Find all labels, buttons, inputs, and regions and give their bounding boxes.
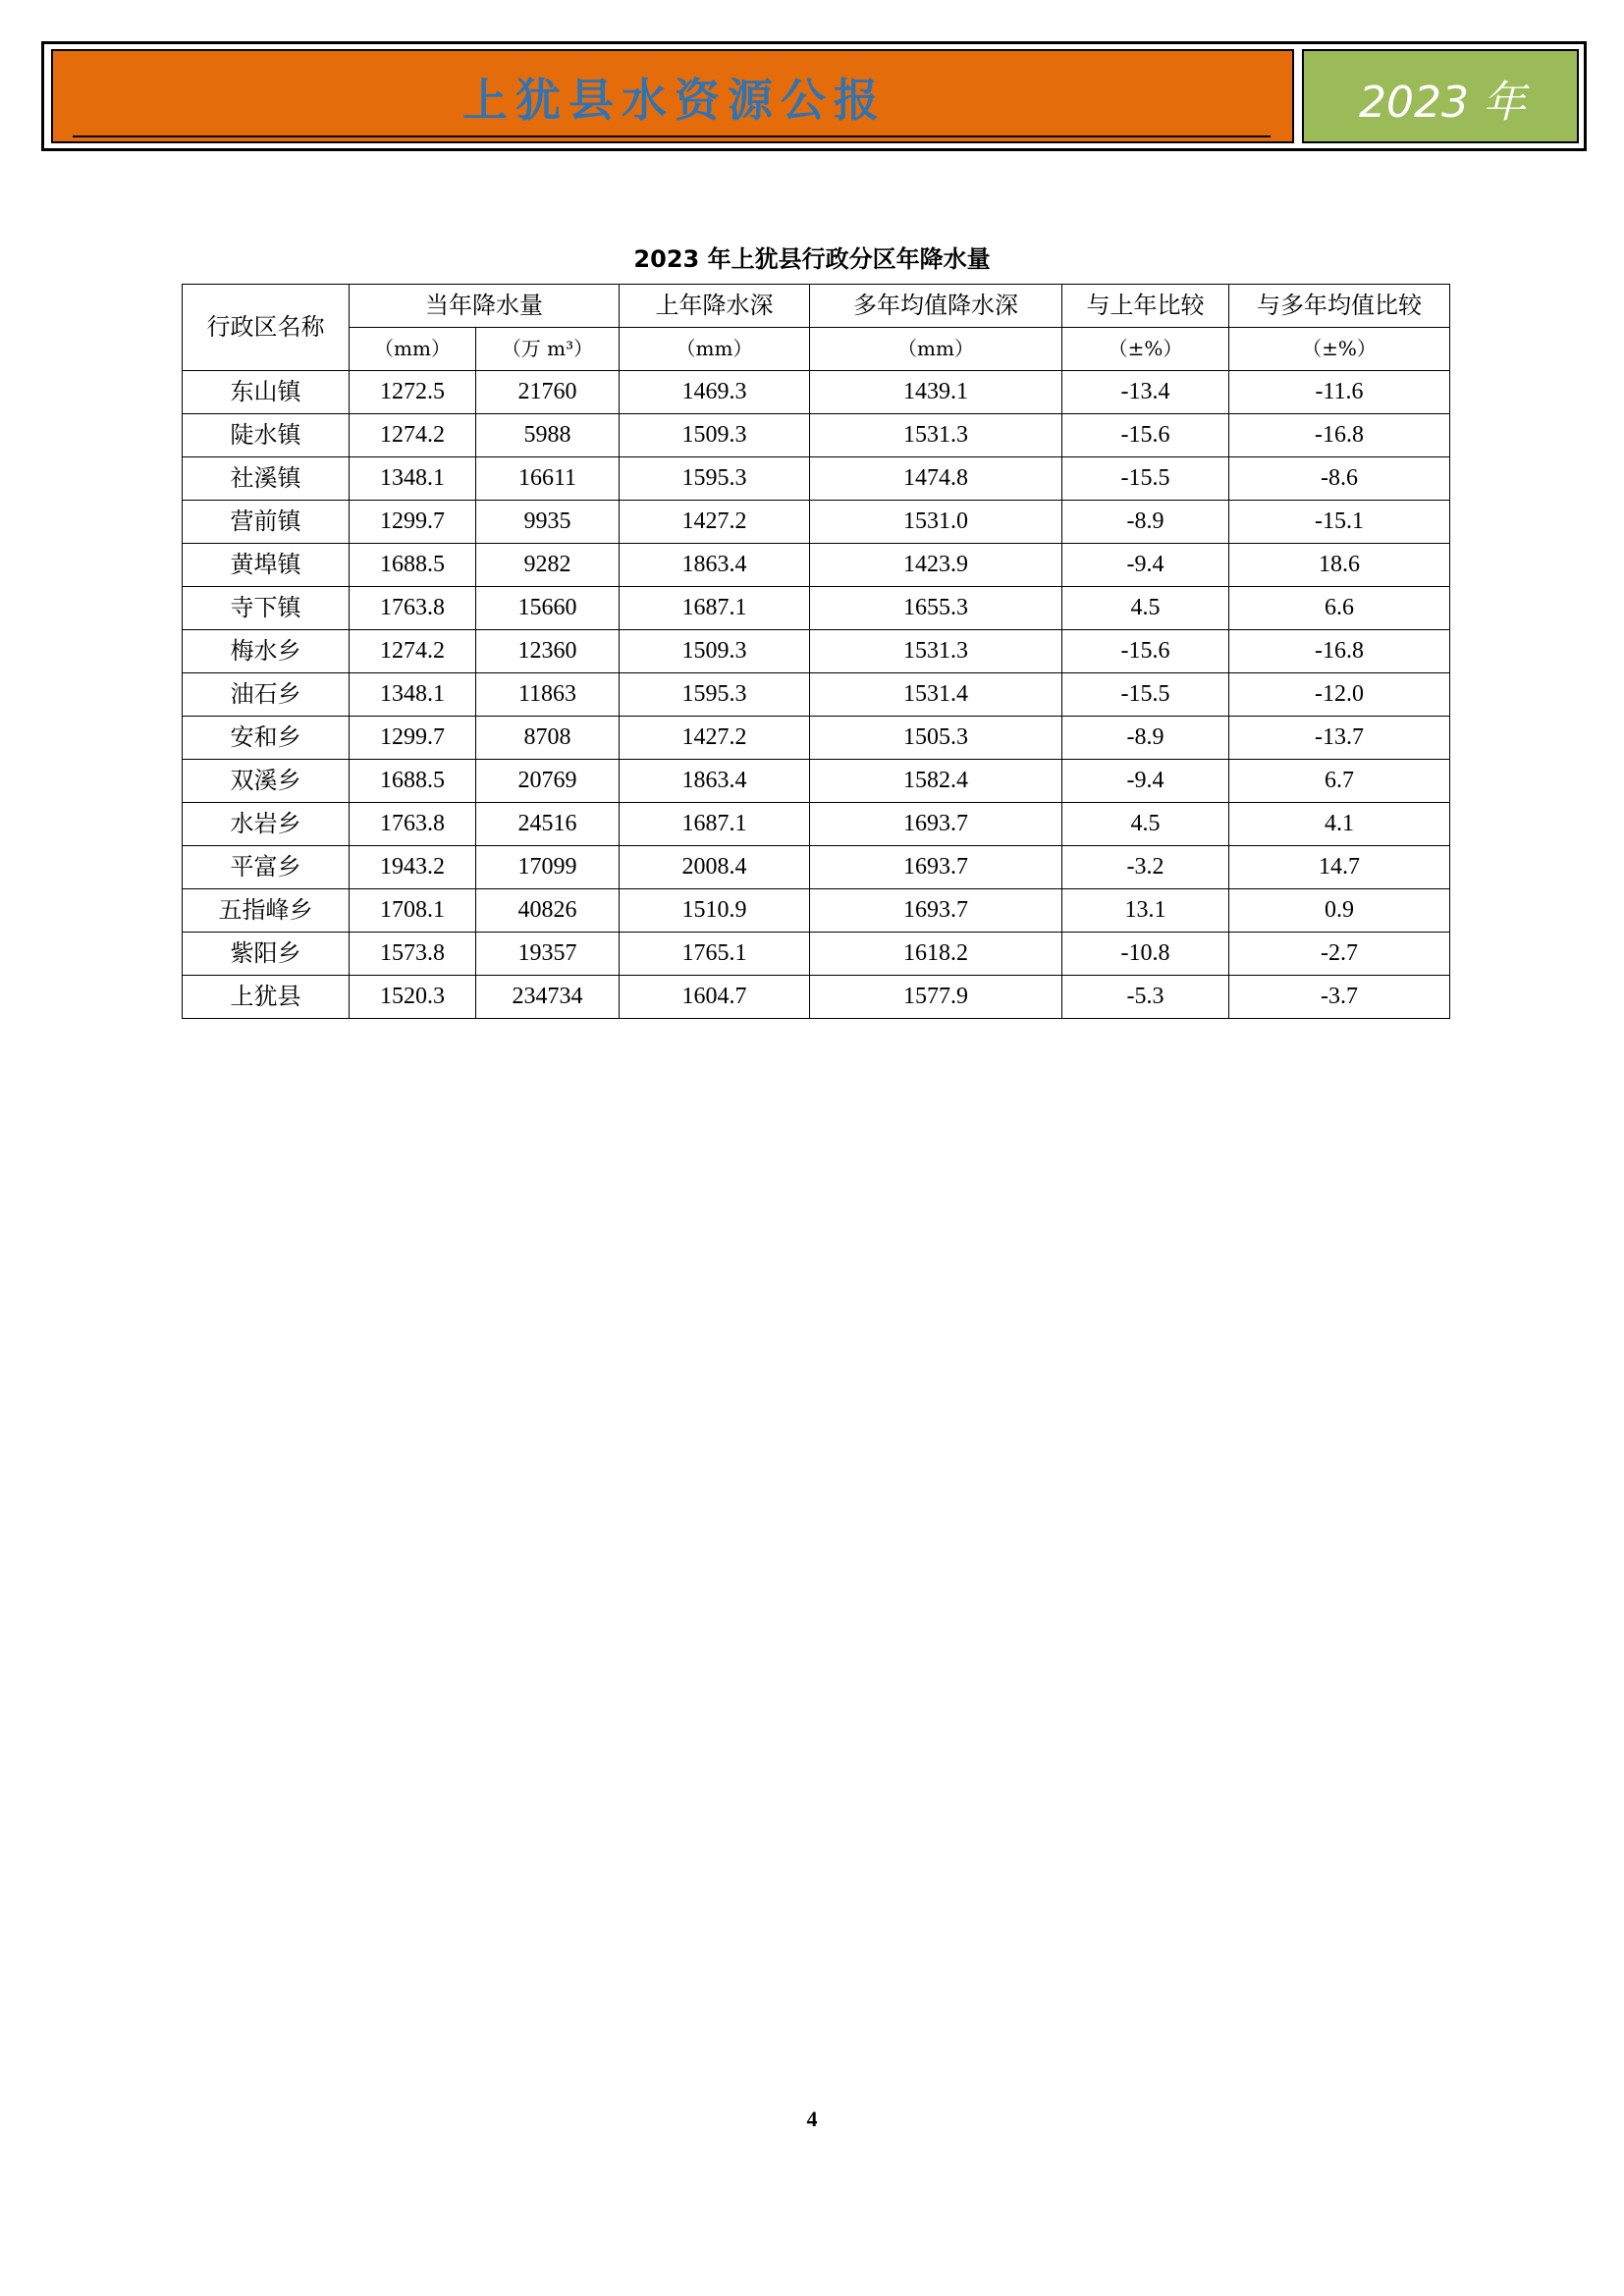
header-underline (73, 135, 1271, 137)
cell-vs-last-year: -15.5 (1062, 673, 1229, 717)
cell-vs-last-year: -15.6 (1062, 414, 1229, 457)
cell-region-name: 双溪乡 (183, 760, 350, 803)
header-current-precip: 当年降水量 (350, 285, 620, 328)
cell-vs-avg: 4.1 (1229, 803, 1450, 846)
cell-region-name: 平富乡 (183, 846, 350, 889)
cell-current-volume: 5988 (476, 414, 620, 457)
cell-vs-last-year: -3.2 (1062, 846, 1229, 889)
cell-current-mm: 1299.7 (350, 501, 476, 544)
cell-region-name: 上犹县 (183, 976, 350, 1019)
unit-vs-avg-pct: （±%） (1229, 328, 1450, 371)
precipitation-table (182, 284, 1450, 1019)
cell-vs-last-year: 13.1 (1062, 889, 1229, 933)
header-vs-last-year: 与上年比较 (1062, 285, 1229, 328)
header-vs-avg: 与多年均值比较 (1229, 285, 1450, 328)
header-last-year-depth: 上年降水深 (620, 285, 810, 328)
cell-last-year-mm: 1427.2 (620, 717, 810, 760)
unit-current-volume: （万 m³） (476, 328, 620, 371)
cell-avg-mm: 1439.1 (810, 371, 1062, 414)
cell-region-name: 梅水乡 (183, 630, 350, 673)
cell-vs-avg: -13.7 (1229, 717, 1450, 760)
cell-vs-last-year: -5.3 (1062, 976, 1229, 1019)
cell-avg-mm: 1693.7 (810, 803, 1062, 846)
cell-last-year-mm: 1765.1 (620, 933, 810, 976)
cell-current-volume: 9282 (476, 544, 620, 587)
cell-avg-mm: 1618.2 (810, 933, 1062, 976)
unit-avg-mm: （mm） (810, 328, 1062, 371)
cell-vs-last-year: -15.5 (1062, 457, 1229, 501)
cell-vs-last-year: -10.8 (1062, 933, 1229, 976)
cell-vs-last-year: -8.9 (1062, 717, 1229, 760)
header-title-panel (51, 49, 1294, 143)
cell-current-mm: 1763.8 (350, 803, 476, 846)
cell-current-mm: 1708.1 (350, 889, 476, 933)
table-row (183, 717, 1450, 760)
header-year-panel (1302, 49, 1579, 143)
unit-current-mm: （mm） (350, 328, 476, 371)
cell-region-name: 油石乡 (183, 673, 350, 717)
cell-vs-avg: 0.9 (1229, 889, 1450, 933)
table-row (183, 976, 1450, 1019)
cell-avg-mm: 1531.3 (810, 630, 1062, 673)
cell-region-name: 东山镇 (183, 371, 350, 414)
table-row (183, 673, 1450, 717)
cell-current-volume: 9935 (476, 501, 620, 544)
cell-current-mm: 1299.7 (350, 717, 476, 760)
cell-vs-last-year: -9.4 (1062, 544, 1229, 587)
cell-current-volume: 16611 (476, 457, 620, 501)
cell-last-year-mm: 2008.4 (620, 846, 810, 889)
cell-vs-last-year: 4.5 (1062, 587, 1229, 630)
cell-avg-mm: 1474.8 (810, 457, 1062, 501)
cell-last-year-mm: 1510.9 (620, 889, 810, 933)
cell-current-volume: 12360 (476, 630, 620, 673)
table-row (183, 457, 1450, 501)
cell-vs-avg: 14.7 (1229, 846, 1450, 889)
cell-avg-mm: 1423.9 (810, 544, 1062, 587)
cell-current-mm: 1573.8 (350, 933, 476, 976)
cell-region-name: 社溪镇 (183, 457, 350, 501)
cell-vs-last-year: -8.9 (1062, 501, 1229, 544)
table-row (183, 803, 1450, 846)
cell-current-volume: 19357 (476, 933, 620, 976)
cell-vs-last-year: -13.4 (1062, 371, 1229, 414)
cell-avg-mm: 1577.9 (810, 976, 1062, 1019)
cell-last-year-mm: 1863.4 (620, 544, 810, 587)
cell-avg-mm: 1582.4 (810, 760, 1062, 803)
cell-vs-avg: -16.8 (1229, 630, 1450, 673)
cell-last-year-mm: 1687.1 (620, 587, 810, 630)
cell-avg-mm: 1693.7 (810, 889, 1062, 933)
cell-current-volume: 21760 (476, 371, 620, 414)
cell-vs-avg: 6.6 (1229, 587, 1450, 630)
table-row (183, 371, 1450, 414)
table-row (183, 760, 1450, 803)
cell-region-name: 安和乡 (183, 717, 350, 760)
cell-current-mm: 1348.1 (350, 457, 476, 501)
cell-last-year-mm: 1604.7 (620, 976, 810, 1019)
cell-vs-last-year: -9.4 (1062, 760, 1229, 803)
cell-current-mm: 1520.3 (350, 976, 476, 1019)
unit-last-year-mm: （mm） (620, 328, 810, 371)
table-row (183, 889, 1450, 933)
header-avg-depth: 多年均值降水深 (810, 285, 1062, 328)
cell-current-mm: 1348.1 (350, 673, 476, 717)
cell-current-mm: 1943.2 (350, 846, 476, 889)
table-row (183, 414, 1450, 457)
cell-vs-avg: -12.0 (1229, 673, 1450, 717)
cell-vs-avg: -16.8 (1229, 414, 1450, 457)
cell-vs-last-year: -15.6 (1062, 630, 1229, 673)
cell-region-name: 营前镇 (183, 501, 350, 544)
cell-current-mm: 1274.2 (350, 414, 476, 457)
cell-last-year-mm: 1509.3 (620, 414, 810, 457)
table-row (183, 501, 1450, 544)
cell-region-name: 陡水镇 (183, 414, 350, 457)
cell-region-name: 黄埠镇 (183, 544, 350, 587)
cell-current-volume: 40826 (476, 889, 620, 933)
cell-avg-mm: 1693.7 (810, 846, 1062, 889)
bulletin-year: 2023 年 (1359, 78, 1526, 128)
cell-current-volume: 20769 (476, 760, 620, 803)
table-row (183, 587, 1450, 630)
cell-vs-avg: 18.6 (1229, 544, 1450, 587)
cell-current-mm: 1272.5 (350, 371, 476, 414)
cell-current-volume: 11863 (476, 673, 620, 717)
cell-avg-mm: 1531.0 (810, 501, 1062, 544)
cell-vs-avg: -15.1 (1229, 501, 1450, 544)
page-number: 4 (806, 2107, 818, 2131)
header-region: 行政区名称 (183, 285, 350, 371)
cell-current-mm: 1274.2 (350, 630, 476, 673)
cell-vs-last-year: 4.5 (1062, 803, 1229, 846)
cell-last-year-mm: 1509.3 (620, 630, 810, 673)
cell-current-volume: 17099 (476, 846, 620, 889)
cell-region-name: 水岩乡 (183, 803, 350, 846)
cell-current-mm: 1763.8 (350, 587, 476, 630)
cell-current-volume: 8708 (476, 717, 620, 760)
cell-vs-avg: -8.6 (1229, 457, 1450, 501)
cell-vs-avg: -2.7 (1229, 933, 1450, 976)
cell-vs-avg: -3.7 (1229, 976, 1450, 1019)
cell-vs-avg: 6.7 (1229, 760, 1450, 803)
cell-avg-mm: 1531.3 (810, 414, 1062, 457)
cell-avg-mm: 1531.4 (810, 673, 1062, 717)
table-row (183, 630, 1450, 673)
cell-current-volume: 15660 (476, 587, 620, 630)
cell-last-year-mm: 1595.3 (620, 673, 810, 717)
cell-current-mm: 1688.5 (350, 760, 476, 803)
cell-region-name: 五指峰乡 (183, 889, 350, 933)
cell-avg-mm: 1505.3 (810, 717, 1062, 760)
cell-last-year-mm: 1469.3 (620, 371, 810, 414)
table-row (183, 846, 1450, 889)
cell-current-mm: 1688.5 (350, 544, 476, 587)
cell-region-name: 紫阳乡 (183, 933, 350, 976)
cell-last-year-mm: 1863.4 (620, 760, 810, 803)
cell-current-volume: 24516 (476, 803, 620, 846)
bulletin-title: 上犹县水资源公报 (462, 74, 887, 127)
table-body (183, 371, 1450, 1019)
cell-last-year-mm: 1687.1 (620, 803, 810, 846)
unit-vs-last-year-pct: （±%） (1062, 328, 1229, 371)
cell-last-year-mm: 1595.3 (620, 457, 810, 501)
table-row (183, 544, 1450, 587)
cell-vs-avg: -11.6 (1229, 371, 1450, 414)
cell-region-name: 寺下镇 (183, 587, 350, 630)
cell-last-year-mm: 1427.2 (620, 501, 810, 544)
table-row (183, 933, 1450, 976)
cell-avg-mm: 1655.3 (810, 587, 1062, 630)
table-title: 2023 年上犹县行政分区年降水量 (633, 245, 991, 273)
cell-current-volume: 234734 (476, 976, 620, 1019)
